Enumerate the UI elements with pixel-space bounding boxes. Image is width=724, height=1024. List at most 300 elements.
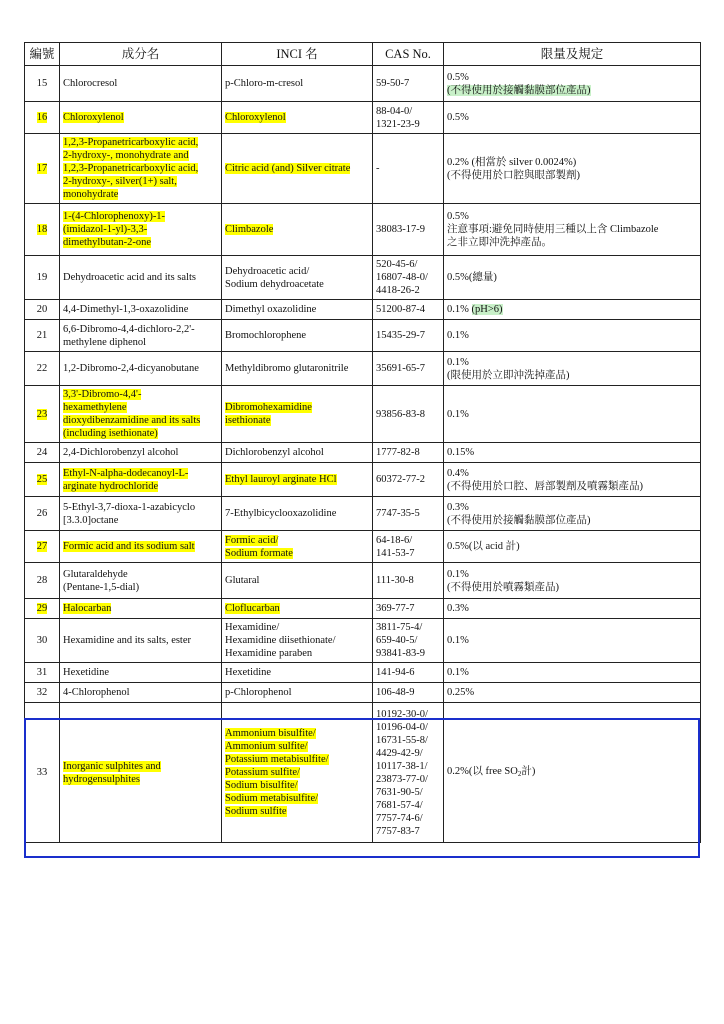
cell-cas-no-text: 7681-57-4/ <box>376 799 423 811</box>
cell-inci-name-line <box>225 602 369 615</box>
cell-inci-name <box>222 599 373 619</box>
cell-inci-name <box>222 443 373 463</box>
cell-ingredient-name-text: 4,4-Dimethyl-1,3-oxazolidine <box>63 304 189 315</box>
cell-cas-no-line <box>376 547 440 560</box>
cell-cas-no-text: 4429-42-9/ <box>376 747 423 759</box>
table-row <box>25 352 701 386</box>
cell-cas-no <box>373 204 444 256</box>
cell-cas-no <box>373 703 444 843</box>
cell-cas-no-line <box>376 621 440 634</box>
limit-line <box>447 480 697 493</box>
cell-ingredient-name <box>60 663 222 683</box>
cell-number <box>25 619 60 663</box>
limit-line <box>447 634 697 647</box>
limit-text: (限使用於立即沖洗掉產品) <box>447 369 570 381</box>
cell-inci-name-line <box>225 805 369 818</box>
cell-limits <box>444 443 701 463</box>
row-number: 28 <box>36 575 48 586</box>
cell-inci-name-line <box>225 111 369 124</box>
row-number: 27 <box>36 541 48 552</box>
cell-number <box>25 563 60 599</box>
cell-inci-name-text: Glutaral <box>225 575 260 586</box>
limit-text: 0.2% (相當於 silver 0.0024%) <box>447 156 577 168</box>
cell-ingredient-name <box>60 463 222 497</box>
cell-cas-no-line <box>376 574 440 587</box>
cell-ingredient-name-text: Hexamidine and its salts, ester <box>63 635 192 646</box>
cell-inci-name-text: Citric acid (and) Silver citrate <box>225 163 351 174</box>
limit-line <box>447 369 697 382</box>
limit-line <box>447 514 697 527</box>
cell-ingredient-name-line <box>63 446 218 459</box>
cell-inci-name-line <box>225 278 369 291</box>
limit-text: 0.1% <box>447 304 472 315</box>
limit-line <box>447 236 697 249</box>
row-number: 18 <box>36 224 48 235</box>
row-number: 17 <box>36 163 48 174</box>
table-row <box>25 102 701 134</box>
cell-inci-name-line <box>225 446 369 459</box>
cell-cas-no-text: 106-48-9 <box>376 687 415 698</box>
limit-line <box>447 156 697 169</box>
cell-cas-no-line <box>376 303 440 316</box>
cell-ingredient-name <box>60 66 222 102</box>
cell-inci-name-text: Dimethyl oxazolidine <box>225 304 317 315</box>
limit-text: 0.5% <box>447 211 469 222</box>
cell-inci-name-line <box>225 740 369 753</box>
cell-inci-name-text: Sodium sulfite <box>225 806 287 817</box>
limit-text: 0.1% <box>447 667 469 678</box>
cell-ingredient-name <box>60 599 222 619</box>
table-row <box>25 256 701 300</box>
cell-ingredient-name-text: hydrogensulphites <box>63 773 140 785</box>
table-row <box>25 386 701 443</box>
cell-ingredient-name-line <box>63 323 218 336</box>
cell-limits <box>444 563 701 599</box>
cell-ingredient-name-text: (imidazol-1-yl)-3,3- <box>63 224 148 235</box>
table-row <box>25 320 701 352</box>
cell-cas-no-line <box>376 634 440 647</box>
cell-inci-name-text: Sodium metabisulfite/ <box>225 793 319 804</box>
cell-cas-no-line <box>376 162 440 175</box>
table-row <box>25 497 701 531</box>
header-ingredient-name: 成分名 <box>60 43 222 66</box>
table-body <box>25 66 701 843</box>
cell-inci-name-text: 7-Ethylbicyclooxazolidine <box>225 508 337 519</box>
limit-line <box>447 303 697 316</box>
header-inci-name: INCI 名 <box>222 43 373 66</box>
cell-number <box>25 386 60 443</box>
cell-cas-no-line <box>376 666 440 679</box>
limit-text: 0.1% <box>447 356 469 368</box>
cell-inci-name <box>222 531 373 563</box>
cell-cas-no-line <box>376 105 440 118</box>
cell-inci-name <box>222 683 373 703</box>
cell-inci-name-text: Dehydroacetic acid/ <box>225 265 310 277</box>
limit-text: 0.3% <box>447 603 469 614</box>
cell-ingredient-name <box>60 619 222 663</box>
cell-inci-name-text: Hexamidine/ <box>225 622 280 633</box>
cell-ingredient-name-line <box>63 514 218 527</box>
cell-ingredient-name <box>60 204 222 256</box>
cell-inci-name-line <box>225 574 369 587</box>
limit-text: 0.25% <box>447 687 475 698</box>
cell-inci-name-text: p-Chloro-m-cresol <box>225 78 304 89</box>
cell-cas-no <box>373 599 444 619</box>
limit-text: 0.5%(總量) <box>447 272 497 283</box>
cell-cas-no <box>373 256 444 300</box>
limit-line <box>447 501 697 514</box>
row-number: 19 <box>36 272 48 283</box>
cell-cas-no-line <box>376 773 440 786</box>
cell-ingredient-name-text: Dehydroacetic acid and its salts <box>63 272 196 283</box>
cell-inci-name <box>222 352 373 386</box>
cell-ingredient-name-text: 3,3'-Dibromo-4,4'- <box>63 389 142 400</box>
cell-ingredient-name-line <box>63 760 218 773</box>
limit-text: 0.4% <box>447 467 469 479</box>
cell-ingredient-name-line <box>63 501 218 514</box>
cell-cas-no <box>373 320 444 352</box>
cell-inci-name-text: Methyldibromo glutaronitrile <box>225 363 349 374</box>
cell-inci-name-line <box>225 77 369 90</box>
cell-cas-no-text: 93856-83-8 <box>376 408 425 420</box>
cell-limits <box>444 102 701 134</box>
cell-ingredient-name-line <box>63 634 218 647</box>
table-row <box>25 599 701 619</box>
table-row <box>25 531 701 563</box>
limit-text: (不得使用於接觸黏膜部位產品) <box>447 514 591 526</box>
cell-inci-name <box>222 619 373 663</box>
row-number: 16 <box>36 112 48 123</box>
cell-cas-no <box>373 563 444 599</box>
cell-cas-no-line <box>376 602 440 615</box>
limit-line <box>447 210 697 223</box>
cell-cas-no-text: 51200-87-4 <box>376 304 425 315</box>
row-number: 29 <box>36 603 48 614</box>
cell-ingredient-name <box>60 531 222 563</box>
cell-ingredient-name-text: Halocarban <box>63 603 112 614</box>
cell-inci-name-line <box>225 534 369 547</box>
cell-cas-no-text: 1321-23-9 <box>376 118 420 130</box>
cell-ingredient-name-text: monohydrate <box>63 189 119 200</box>
cell-cas-no-line <box>376 721 440 734</box>
cell-limits <box>444 386 701 443</box>
cell-ingredient-name <box>60 563 222 599</box>
cell-cas-no <box>373 443 444 463</box>
cell-cas-no-text: 4418-26-2 <box>376 285 420 296</box>
cell-cas-no <box>373 386 444 443</box>
row-number: 32 <box>36 687 48 698</box>
cell-cas-no-line <box>376 734 440 747</box>
cell-number <box>25 497 60 531</box>
cell-inci-name <box>222 204 373 256</box>
cell-inci-name-text: Ammonium bisulfite/ <box>225 728 316 739</box>
limit-text: 計) <box>521 765 536 777</box>
cell-inci-name-line <box>225 162 369 175</box>
cell-number <box>25 531 60 563</box>
cell-inci-name <box>222 497 373 531</box>
cell-limits <box>444 663 701 683</box>
cell-inci-name <box>222 563 373 599</box>
cell-cas-no-line <box>376 118 440 131</box>
cell-cas-no-line <box>376 534 440 547</box>
cell-inci-name <box>222 463 373 497</box>
cell-cas-no-text: 88-04-0/ <box>376 105 413 117</box>
limit-text: 0.1% <box>447 408 469 420</box>
cell-inci-name-text: Ethyl lauroyl arginate HCl <box>225 474 337 485</box>
cell-cas-no-line <box>376 284 440 297</box>
limit-line <box>447 169 697 182</box>
cell-number <box>25 463 60 497</box>
cell-ingredient-name-line <box>63 336 218 349</box>
cell-limits <box>444 531 701 563</box>
cell-inci-name-line <box>225 647 369 660</box>
cell-cas-no-text: 60372-77-2 <box>376 474 425 485</box>
cell-cas-no-line <box>376 799 440 812</box>
cell-inci-name-line <box>225 779 369 792</box>
cell-ingredient-name-line <box>63 236 218 249</box>
cell-inci-name-line <box>225 507 369 520</box>
row-number: 31 <box>36 667 48 678</box>
cell-number <box>25 256 60 300</box>
limit-line <box>447 111 697 124</box>
cell-cas-no <box>373 531 444 563</box>
limit-line <box>447 223 697 236</box>
cell-limits <box>444 497 701 531</box>
cell-ingredient-name-line <box>63 467 218 480</box>
limit-line <box>447 540 697 553</box>
cell-ingredient-name-text: 1,2,3-Propanetricarboxylic acid, <box>63 137 199 148</box>
cell-inci-name-line <box>225 473 369 486</box>
cell-limits <box>444 599 701 619</box>
cell-cas-no-text: 16807-48-0/ <box>376 272 428 283</box>
cell-ingredient-name-line <box>63 303 218 316</box>
cell-cas-no-text: 10196-04-0/ <box>376 721 428 733</box>
cell-inci-name-text: Hexamidine paraben <box>225 648 313 659</box>
table-row <box>25 463 701 497</box>
cell-cas-no-line <box>376 362 440 375</box>
cell-inci-name-text: Dibromohexamidine <box>225 402 312 413</box>
cell-ingredient-name-text: hexamethylene <box>63 402 127 413</box>
cell-ingredient-name-line <box>63 686 218 699</box>
cell-number <box>25 599 60 619</box>
limit-line <box>447 271 697 284</box>
limit-text: 0.5% <box>447 71 469 83</box>
table-row <box>25 619 701 663</box>
cell-cas-no-text: 23873-77-0/ <box>376 773 428 785</box>
cell-inci-name-line <box>225 223 369 236</box>
cell-cas-no-text: 520-45-6/ <box>376 259 418 270</box>
cell-ingredient-name <box>60 320 222 352</box>
cell-cas-no <box>373 497 444 531</box>
cell-cas-no-text: 7757-74-6/ <box>376 812 423 824</box>
cell-ingredient-name-line <box>63 427 218 440</box>
cell-inci-name <box>222 102 373 134</box>
row-number: 22 <box>36 363 48 374</box>
cell-cas-no-line <box>376 647 440 660</box>
cell-ingredient-name-text: 2,4-Dichlorobenzyl alcohol <box>63 447 179 458</box>
cell-inci-name <box>222 320 373 352</box>
cell-inci-name-text: Potassium metabisulfite/ <box>225 754 329 765</box>
cell-inci-name-text: isethionate <box>225 415 271 426</box>
cell-inci-name-text: Potassium sulfite/ <box>225 767 300 778</box>
cell-inci-name <box>222 663 373 683</box>
cell-cas-no-line <box>376 747 440 760</box>
cell-ingredient-name <box>60 134 222 204</box>
limit-text: 0.15% <box>447 447 475 458</box>
cell-cas-no <box>373 102 444 134</box>
table-row <box>25 683 701 703</box>
limit-text: 0.3% <box>447 501 469 513</box>
cell-inci-name-line <box>225 414 369 427</box>
limit-text: 0.1% <box>447 330 469 341</box>
cell-ingredient-name-line <box>63 111 218 124</box>
cell-ingredient-name <box>60 683 222 703</box>
cell-cas-no-line <box>376 77 440 90</box>
cell-ingredient-name-text: Chlorocresol <box>63 78 118 89</box>
cell-limits <box>444 463 701 497</box>
cell-ingredient-name-line <box>63 162 218 175</box>
cell-inci-name-text: Ammonium sulfite/ <box>225 741 308 752</box>
cell-number <box>25 320 60 352</box>
cell-cas-no <box>373 619 444 663</box>
cell-inci-name-line <box>225 401 369 414</box>
cell-inci-name-line <box>225 547 369 560</box>
regulation-table <box>24 42 701 843</box>
cell-ingredient-name-text: Glutaraldehyde <box>63 568 128 580</box>
limit-line <box>447 666 697 679</box>
cell-cas-no-line <box>376 258 440 271</box>
table-row <box>25 563 701 599</box>
cell-number <box>25 683 60 703</box>
cell-cas-no <box>373 66 444 102</box>
cell-cas-no-line <box>376 408 440 421</box>
cell-cas-no-text: 141-94-6 <box>376 667 415 678</box>
cell-ingredient-name-text: Ethyl-N-alpha-dodecanoyl-L- <box>63 467 189 479</box>
cell-cas-no <box>373 352 444 386</box>
cell-cas-no-text: 7757-83-7 <box>376 825 420 837</box>
limit-line <box>447 765 697 781</box>
cell-ingredient-name-line <box>63 581 218 594</box>
cell-inci-name <box>222 134 373 204</box>
cell-cas-no-text: 10117-38-1/ <box>376 760 428 772</box>
cell-number <box>25 66 60 102</box>
limit-line <box>447 408 697 421</box>
cell-inci-name-text: Formic acid/ <box>225 534 279 546</box>
cell-ingredient-name-text: methylene diphenol <box>63 336 147 348</box>
cell-ingredient-name-line <box>63 149 218 162</box>
cell-ingredient-name-text: dioxydibenzamidine and its salts <box>63 415 201 426</box>
cell-ingredient-name-text: 1-(4-Chlorophenoxy)-1- <box>63 211 166 222</box>
cell-inci-name-line <box>225 634 369 647</box>
cell-ingredient-name-line <box>63 666 218 679</box>
cell-cas-no-line <box>376 812 440 825</box>
cell-inci-name-line <box>225 303 369 316</box>
cell-ingredient-name-text: 2-hydroxy-, silver(1+) salt, <box>63 176 177 187</box>
cell-ingredient-name-line <box>63 773 218 786</box>
header-limits: 限量及規定 <box>444 43 701 66</box>
cell-inci-name-text: Sodium formate <box>225 547 293 559</box>
cell-cas-no <box>373 463 444 497</box>
cell-inci-name-text: Hexamidine diisethionate/ <box>225 635 336 646</box>
row-number: 26 <box>36 508 48 519</box>
table-row <box>25 66 701 102</box>
limit-text: (不得使用於口腔與眼部製劑) <box>447 169 580 181</box>
cell-inci-name <box>222 386 373 443</box>
cell-cas-no-text: 15435-29-7 <box>376 330 425 341</box>
cell-limits <box>444 134 701 204</box>
cell-limits <box>444 256 701 300</box>
limit-text: 0.1% <box>447 635 469 646</box>
cell-number <box>25 703 60 843</box>
cell-number <box>25 204 60 256</box>
cell-cas-no-line <box>376 473 440 486</box>
cell-limits <box>444 683 701 703</box>
cell-ingredient-name <box>60 300 222 320</box>
row-number: 23 <box>36 408 48 420</box>
cell-ingredient-name-text: (including isethionate) <box>63 428 158 439</box>
cell-inci-name-text: Cloflucarban <box>225 603 280 614</box>
cell-number <box>25 134 60 204</box>
cell-cas-no-line <box>376 223 440 236</box>
cell-inci-name-text: p-Chlorophenol <box>225 687 292 698</box>
row-number: 20 <box>36 304 48 315</box>
cell-ingredient-name-text: [3.3.0]octane <box>63 514 119 526</box>
table-header <box>25 43 701 66</box>
cell-ingredient-name-text: 4-Chlorophenol <box>63 687 130 698</box>
cell-ingredient-name-line <box>63 223 218 236</box>
cell-inci-name-line <box>225 666 369 679</box>
limit-line <box>447 84 697 97</box>
cell-number <box>25 663 60 683</box>
cell-ingredient-name-text: Hexetidine <box>63 667 110 678</box>
table-row <box>25 300 701 320</box>
cell-cas-no <box>373 683 444 703</box>
cell-cas-no-text: 16731-55-8/ <box>376 734 428 746</box>
row-number: 24 <box>36 447 48 458</box>
limit-text: (不得使用於口腔、唇部製劑及噴霧類產品) <box>447 480 643 492</box>
cell-cas-no-text: 38083-17-9 <box>376 224 425 235</box>
cell-ingredient-name-line <box>63 136 218 149</box>
cell-ingredient-name <box>60 443 222 463</box>
row-number: 33 <box>36 767 48 778</box>
cell-cas-no-line <box>376 686 440 699</box>
cell-limits <box>444 703 701 843</box>
cell-limits <box>444 320 701 352</box>
cell-inci-name-line <box>225 621 369 634</box>
cell-cas-no-text: 659-40-5/ <box>376 635 418 646</box>
cell-inci-name-text: Sodium bisulfite/ <box>225 780 298 791</box>
cell-cas-no-line <box>376 786 440 799</box>
cell-cas-no-text: - <box>376 163 380 174</box>
cell-limits <box>444 619 701 663</box>
table-row <box>25 703 701 843</box>
table-row <box>25 134 701 204</box>
limit-text: (不得使用於接觸黏膜部位產品) <box>447 84 591 96</box>
cell-ingredient-name-line <box>63 568 218 581</box>
cell-ingredient-name-text: 6,6-Dibromo-4,4-dichloro-2,2'- <box>63 323 195 335</box>
cell-inci-name <box>222 300 373 320</box>
cell-cas-no-text: 369-77-7 <box>376 603 415 614</box>
cell-ingredient-name-line <box>63 414 218 427</box>
cell-ingredient-name-line <box>63 401 218 414</box>
cell-limits <box>444 66 701 102</box>
cell-inci-name-text: Dichlorobenzyl alcohol <box>225 447 324 458</box>
cell-ingredient-name-line <box>63 77 218 90</box>
row-number: 30 <box>36 635 48 646</box>
cell-cas-no-line <box>376 825 440 838</box>
cell-ingredient-name-text: dimethylbutan-2-one <box>63 237 152 248</box>
cell-ingredient-name-text: Chloroxylenol <box>63 112 124 123</box>
